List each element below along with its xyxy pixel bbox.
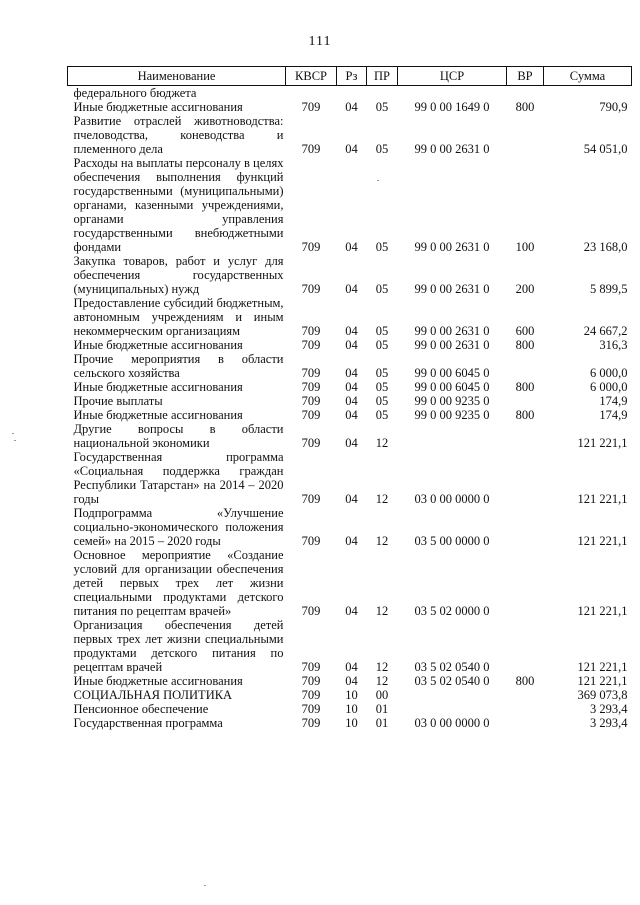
row-csr: 99 0 00 2631 0 (414, 240, 490, 254)
row-vr: 800 (515, 380, 535, 394)
row-vr (507, 548, 544, 618)
row-csr: 99 0 00 2631 0 (414, 338, 490, 352)
row-name: Подпрограмма «Улучшение социально-экономического положения семей» на 2015 – 2020 годы (73, 506, 284, 548)
table-row (68, 688, 632, 702)
row-csr: 99 0 00 9235 0 (414, 394, 490, 408)
row-name: Пенсионное обеспечение (73, 702, 209, 716)
table-row (68, 394, 632, 408)
row-csr (398, 702, 507, 716)
table-row (68, 674, 632, 688)
row-kvsr: 709 (301, 338, 321, 352)
row-sum: 790,9 (599, 100, 628, 114)
row-rz: 04 (345, 240, 358, 254)
row-pr (367, 86, 398, 101)
table-row (68, 422, 632, 450)
table-row (68, 86, 632, 101)
row-csr: 03 0 00 0000 0 (414, 492, 490, 506)
row-pr: 05 (375, 282, 389, 296)
budget-table (67, 66, 632, 730)
row-name: Расходы на выплаты персоналу в целях обеспечения выполнения функций государственными (муниципальными) органами, казенными учреждениями, органами управления государственными внебюджетными фондами (73, 156, 284, 254)
header-csr: ЦСР (398, 67, 507, 86)
row-csr: 03 0 00 0000 0 (414, 716, 490, 730)
row-csr (398, 688, 507, 702)
table-row (68, 352, 632, 380)
row-vr (507, 114, 544, 156)
row-kvsr: 709 (301, 688, 321, 702)
table-row (68, 338, 632, 352)
row-vr (507, 394, 544, 408)
row-csr: 99 0 00 2631 0 (414, 324, 490, 338)
row-name: Основное мероприятие «Создание условий для организации обеспечения детей первых трех лет жизни специальными продуктами детского питания по рецептам врачей» (73, 548, 284, 618)
table-body (68, 86, 632, 731)
row-name: Иные бюджетные ассигнования (73, 100, 243, 114)
row-rz: 04 (345, 394, 358, 408)
row-vr (507, 688, 544, 702)
header-rz: Рз (337, 67, 367, 86)
row-name: Организация обеспечения детей первых трех лет жизни специальными продуктами детского питания по рецептам врачей (73, 618, 284, 674)
scan-speck (377, 180, 379, 181)
table-row (68, 618, 632, 674)
header-sum: Сумма (544, 67, 632, 86)
row-rz: 04 (345, 604, 358, 618)
header-vr: ВР (507, 67, 544, 86)
row-sum: 121 221,1 (577, 604, 628, 618)
header-pr: ПР (367, 67, 398, 86)
row-sum: 174,9 (599, 394, 628, 408)
row-pr: 12 (375, 534, 389, 548)
row-rz: 04 (345, 338, 358, 352)
row-kvsr: 709 (301, 100, 321, 114)
row-rz: 04 (345, 366, 358, 380)
row-name: Иные бюджетные ассигнования (73, 380, 243, 394)
row-csr: 99 0 00 9235 0 (414, 408, 490, 422)
header-kvsr: КВСР (286, 67, 337, 86)
row-kvsr: 709 (301, 394, 321, 408)
row-pr: 05 (375, 142, 389, 156)
row-sum: 121 221,1 (577, 534, 628, 548)
row-rz: 04 (345, 660, 358, 674)
row-csr: 03 5 00 0000 0 (414, 534, 490, 548)
row-sum: 121 221,1 (577, 492, 628, 506)
row-rz: 10 (345, 688, 358, 702)
row-sum (544, 86, 632, 101)
row-rz: 10 (345, 716, 358, 730)
row-pr: 12 (375, 674, 389, 688)
row-name: Закупка товаров, работ и услуг для обеспечения государственных (муниципальных) нужд (73, 254, 284, 296)
header-name: Наименование (68, 67, 286, 86)
table-row (68, 408, 632, 422)
row-rz: 10 (345, 702, 358, 716)
row-vr (507, 450, 544, 506)
row-kvsr: 709 (301, 604, 321, 618)
row-vr: 800 (515, 408, 535, 422)
row-vr (507, 422, 544, 450)
row-vr: 100 (515, 240, 535, 254)
table-row (68, 702, 632, 716)
row-sum: 121 221,1 (577, 674, 628, 688)
row-sum: 24 667,2 (583, 324, 628, 338)
row-sum: 174,9 (599, 408, 628, 422)
table-row (68, 254, 632, 296)
row-sum: 6 000,0 (590, 366, 628, 380)
row-csr (398, 86, 507, 101)
row-sum: 3 293,4 (590, 716, 628, 730)
row-kvsr: 709 (301, 366, 321, 380)
row-rz: 04 (345, 142, 358, 156)
row-pr: 12 (375, 492, 389, 506)
row-csr: 03 5 02 0540 0 (414, 660, 490, 674)
row-pr: 01 (375, 716, 389, 730)
row-kvsr: 709 (301, 324, 321, 338)
row-rz (337, 86, 367, 101)
row-kvsr: 709 (301, 492, 321, 506)
row-kvsr: 709 (301, 716, 321, 730)
row-vr (507, 702, 544, 716)
row-name: Иные бюджетные ассигнования (73, 674, 243, 688)
row-name: Прочие мероприятия в области сельского хозяйства (73, 352, 284, 380)
row-rz: 04 (345, 492, 358, 506)
table-row (68, 380, 632, 394)
row-kvsr: 709 (301, 436, 321, 450)
row-pr: 05 (375, 100, 389, 114)
row-vr (507, 86, 544, 101)
scan-speck (14, 440, 16, 441)
row-sum: 3 293,4 (590, 702, 628, 716)
row-sum: 316,3 (599, 338, 628, 352)
row-pr: 12 (375, 604, 389, 618)
row-pr: 05 (375, 338, 389, 352)
row-csr: 03 5 02 0000 0 (414, 604, 490, 618)
row-sum: 121 221,1 (577, 436, 628, 450)
row-sum: 369 073,8 (577, 688, 628, 702)
row-kvsr (286, 86, 337, 101)
row-vr: 800 (515, 674, 535, 688)
row-kvsr: 709 (301, 534, 321, 548)
row-name: Развитие отраслей животноводства: пчеловодства, коневодства и племенного дела (73, 114, 284, 156)
row-name: Иные бюджетные ассигнования (73, 408, 243, 422)
row-vr (507, 352, 544, 380)
row-rz: 04 (345, 380, 358, 394)
row-pr: 05 (375, 366, 389, 380)
table-row (68, 114, 632, 156)
row-csr: 99 0 00 2631 0 (414, 142, 490, 156)
row-sum: 121 221,1 (577, 660, 628, 674)
row-pr: 05 (375, 324, 389, 338)
row-sum: 54 051,0 (583, 142, 628, 156)
row-kvsr: 709 (301, 660, 321, 674)
row-pr: 05 (375, 240, 389, 254)
table-row (68, 156, 632, 254)
row-kvsr: 709 (301, 240, 321, 254)
row-pr: 00 (375, 688, 389, 702)
row-pr: 12 (375, 660, 389, 674)
table-row (68, 548, 632, 618)
row-csr (398, 422, 507, 450)
row-rz: 04 (345, 674, 358, 688)
row-kvsr: 709 (301, 282, 321, 296)
table-row (68, 506, 632, 548)
row-rz: 04 (345, 100, 358, 114)
row-pr: 01 (375, 702, 389, 716)
row-name: СОЦИАЛЬНАЯ ПОЛИТИКА (73, 688, 233, 702)
page-number: 111 (308, 34, 332, 49)
row-pr: 12 (375, 436, 389, 450)
row-pr: 05 (375, 408, 389, 422)
table-row (68, 296, 632, 338)
row-sum: 6 000,0 (590, 380, 628, 394)
row-kvsr: 709 (301, 674, 321, 688)
row-vr: 200 (515, 282, 535, 296)
table-header (68, 67, 632, 86)
row-pr: 05 (375, 380, 389, 394)
scan-speck (204, 885, 206, 886)
row-pr: 05 (375, 394, 389, 408)
row-rz: 04 (345, 534, 358, 548)
scan-speck (12, 433, 14, 434)
row-kvsr: 709 (301, 408, 321, 422)
row-csr: 99 0 00 2631 0 (414, 282, 490, 296)
row-name: Государственная программа «Социальная поддержка граждан Республики Татарстан» на 2014 – 2020 годы (73, 450, 284, 506)
row-vr: 800 (515, 100, 535, 114)
row-csr: 99 0 00 1649 0 (414, 100, 490, 114)
row-name: Иные бюджетные ассигнования (73, 338, 243, 352)
table-row (68, 100, 632, 114)
row-vr: 800 (515, 338, 535, 352)
table-row (68, 450, 632, 506)
row-name: Государственная программа (73, 716, 223, 730)
row-sum: 5 899,5 (590, 282, 628, 296)
row-name: Предоставление субсидий бюджетным, автономным учреждениям и иным некоммерческим организациям (73, 296, 284, 338)
row-rz: 04 (345, 436, 358, 450)
row-rz: 04 (345, 324, 358, 338)
row-name: Другие вопросы в области национальной экономики (73, 422, 284, 450)
row-rz: 04 (345, 408, 358, 422)
row-vr (507, 506, 544, 548)
row-vr (507, 716, 544, 730)
row-sum: 23 168,0 (583, 240, 628, 254)
row-csr: 03 5 02 0540 0 (414, 674, 490, 688)
row-csr: 99 0 00 6045 0 (414, 380, 490, 394)
row-kvsr: 709 (301, 380, 321, 394)
row-rz: 04 (345, 282, 358, 296)
row-vr: 600 (515, 324, 535, 338)
row-csr: 99 0 00 6045 0 (414, 366, 490, 380)
row-kvsr: 709 (301, 702, 321, 716)
row-name: федерального бюджета (73, 86, 197, 100)
row-name: Прочие выплаты (73, 394, 163, 408)
table-row (68, 716, 632, 730)
row-vr (507, 618, 544, 674)
row-kvsr: 709 (301, 142, 321, 156)
